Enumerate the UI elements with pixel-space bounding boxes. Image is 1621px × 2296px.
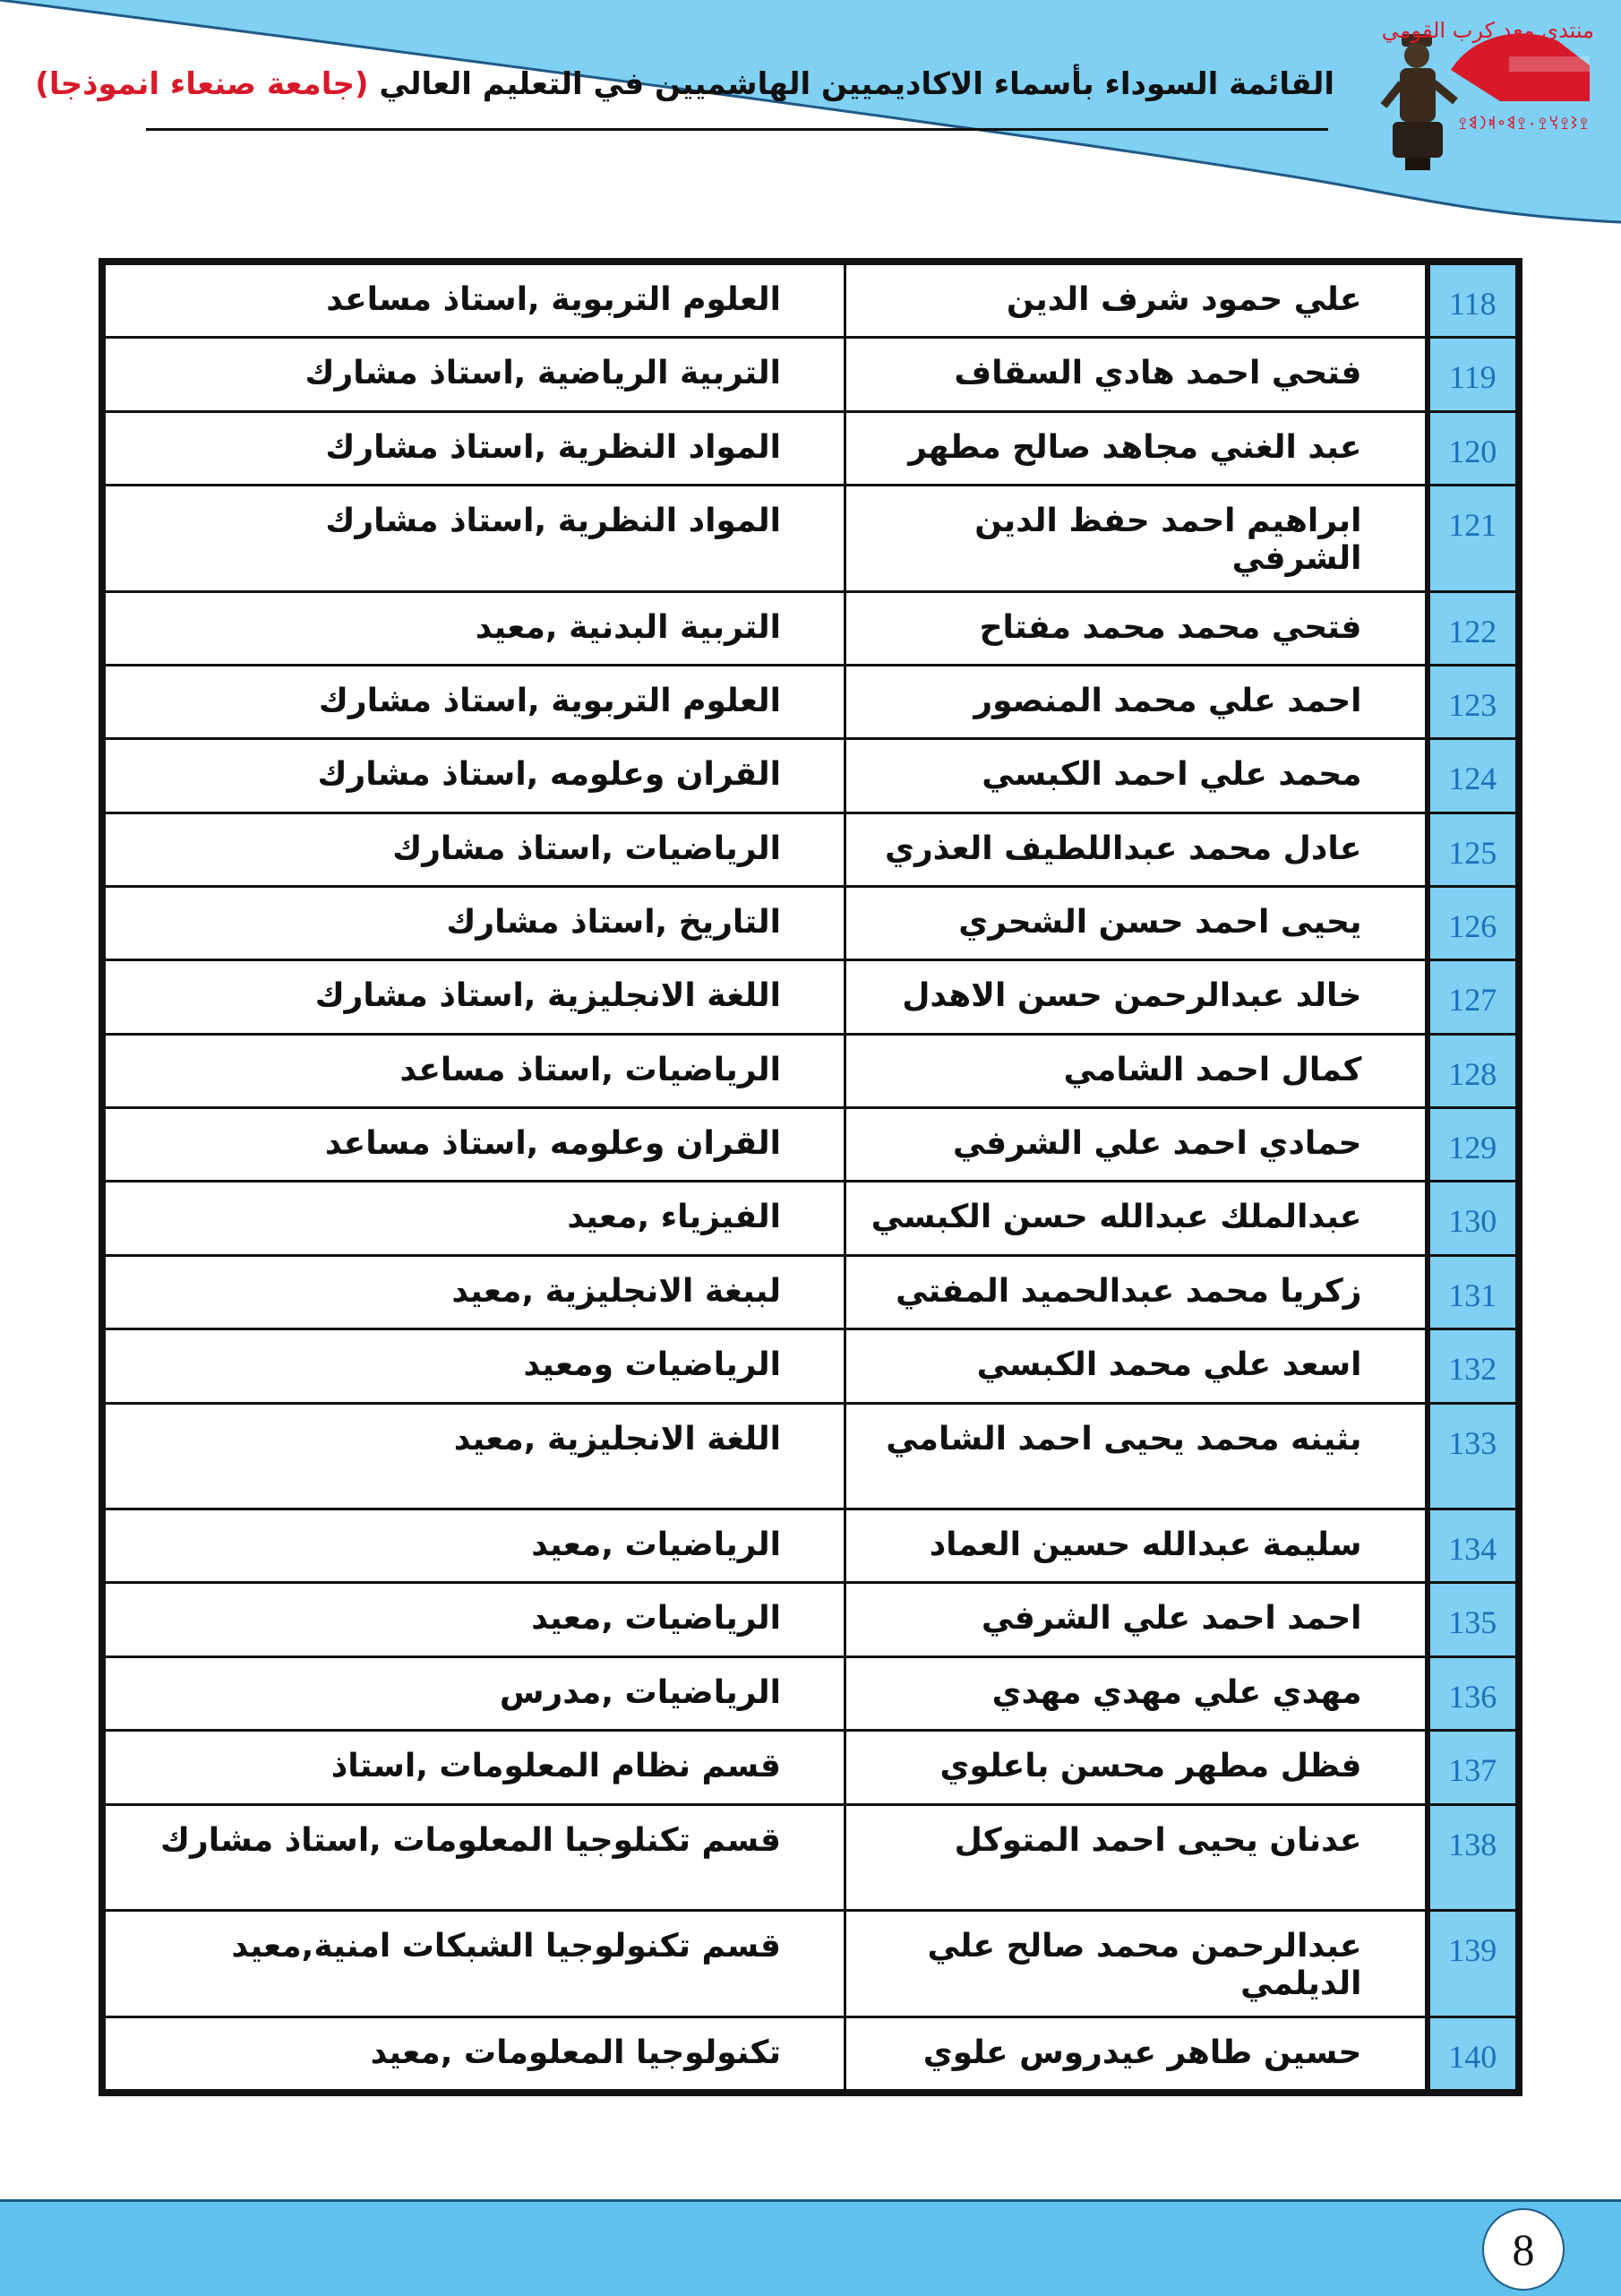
names-table-grid bbox=[103, 262, 1518, 2092]
row-name: عادل محمد عبداللطيف العذري bbox=[845, 813, 1428, 886]
row-name: اسعد علي محمد الكبسي bbox=[845, 1329, 1428, 1403]
page-number: 8 bbox=[1482, 2208, 1565, 2291]
names-table bbox=[99, 258, 1522, 2096]
row-department: الفيزياء ,معيد bbox=[105, 1182, 845, 1255]
table-row bbox=[105, 1108, 1517, 1182]
title-underline bbox=[146, 128, 1328, 131]
row-number: 137 bbox=[1428, 1731, 1517, 1804]
table-row bbox=[105, 813, 1517, 886]
row-department: المواد النظرية ,استاذ مشارك bbox=[105, 486, 845, 592]
row-name: ابراهيم احمد حفظ الدين الشرفي bbox=[845, 486, 1428, 592]
row-department: قسم تكنلوجيا المعلومات ,استاذ مشارك bbox=[105, 1804, 845, 1911]
row-number: 119 bbox=[1428, 338, 1517, 411]
row-name: حسين طاهر عيدروس علوي bbox=[845, 2017, 1428, 2090]
table-row bbox=[105, 1509, 1517, 1583]
table-row bbox=[105, 1182, 1517, 1255]
table-row bbox=[105, 1731, 1517, 1804]
table-row bbox=[105, 411, 1517, 485]
logo-text: منتدى معد كرب القومي bbox=[1381, 18, 1594, 43]
row-name: احمد احمد علي الشرفي bbox=[845, 1583, 1428, 1656]
row-department: المواد النظرية ,استاذ مشارك bbox=[105, 411, 845, 485]
row-number: 126 bbox=[1428, 887, 1517, 960]
row-number: 139 bbox=[1428, 1911, 1517, 2017]
row-department: القران وعلومه ,استاذ مشارك bbox=[105, 739, 845, 813]
row-number: 120 bbox=[1428, 411, 1517, 485]
row-number: 129 bbox=[1428, 1108, 1517, 1182]
row-department: قسم تكنولوجيا الشبكات امنية,معيد bbox=[105, 1911, 845, 2017]
row-name: عدنان يحيى احمد المتوكل bbox=[845, 1804, 1428, 1911]
row-department: الرياضيات ,استاذ مساعد bbox=[105, 1034, 845, 1107]
row-number: 121 bbox=[1428, 486, 1517, 592]
row-department: اللغة الانجليزية ,معيد bbox=[105, 1403, 845, 1509]
row-number: 124 bbox=[1428, 739, 1517, 813]
row-number: 135 bbox=[1428, 1583, 1517, 1656]
row-department: العلوم التربوية ,استاذ مساعد bbox=[105, 264, 845, 338]
table-row bbox=[105, 665, 1517, 738]
row-department: العلوم التربوية ,استاذ مشارك bbox=[105, 665, 845, 738]
row-department: الرياضيات ,استاذ مشارك bbox=[105, 813, 845, 886]
row-department: الرياضيات ومعيد bbox=[105, 1329, 845, 1403]
row-name: فتحي محمد محمد مفتاح bbox=[845, 591, 1428, 665]
row-department: التاريخ ,استاذ مشارك bbox=[105, 887, 845, 960]
row-name: عبد الغني مجاهد صالح مطهر bbox=[845, 411, 1428, 485]
row-department: التربية البدنية ,معيد bbox=[105, 591, 845, 665]
table-row bbox=[105, 1329, 1517, 1403]
row-name: يحيى احمد حسن الشحري bbox=[845, 887, 1428, 960]
row-number: 134 bbox=[1428, 1509, 1517, 1583]
row-number: 127 bbox=[1428, 960, 1517, 1034]
row-department: الرياضيات ,معيد bbox=[105, 1509, 845, 1583]
row-department: التربية الرياضية ,استاذ مشارك bbox=[105, 338, 845, 411]
table-row bbox=[105, 2017, 1517, 2090]
row-name: خالد عبدالرحمن حسن الاهدل bbox=[845, 960, 1428, 1034]
row-department: قسم نظام المعلومات ,استاذ bbox=[105, 1731, 845, 1804]
table-row bbox=[105, 338, 1517, 411]
row-number: 122 bbox=[1428, 591, 1517, 665]
table-row bbox=[105, 1911, 1517, 2017]
row-name: عبدالرحمن محمد صالح علي الديلمي bbox=[845, 1911, 1428, 2017]
row-name: سليمة عبدالله حسين العماد bbox=[845, 1509, 1428, 1583]
table-row bbox=[105, 1403, 1517, 1509]
page-title-highlight: (جامعة صنعاء انموذجا) bbox=[35, 66, 369, 102]
row-name: بثينه محمد يحيى احمد الشامي bbox=[845, 1403, 1428, 1509]
row-department: القران وعلومه ,استاذ مساعد bbox=[105, 1108, 845, 1182]
table-row bbox=[105, 1255, 1517, 1329]
row-name: محمد علي احمد الكبسي bbox=[845, 739, 1428, 813]
page-title-main: القائمة السوداء بأسماء الاكاديميين الهاشميين في التعليم العالي bbox=[379, 66, 1334, 102]
table-row bbox=[105, 591, 1517, 665]
row-number: 136 bbox=[1428, 1656, 1517, 1730]
row-name: فظل مطهر محسن باعلوي bbox=[845, 1731, 1428, 1804]
row-name: علي حمود شرف الدين bbox=[845, 264, 1428, 338]
row-number: 133 bbox=[1428, 1403, 1517, 1509]
row-number: 130 bbox=[1428, 1182, 1517, 1255]
table-row bbox=[105, 1034, 1517, 1107]
row-department: تكنولوجيا المعلومات ,معيد bbox=[105, 2017, 845, 2090]
row-number: 131 bbox=[1428, 1255, 1517, 1329]
table-row bbox=[105, 1656, 1517, 1730]
table-row bbox=[105, 1804, 1517, 1911]
row-name: زكريا محمد عبدالحميد المفتي bbox=[845, 1255, 1428, 1329]
table-row bbox=[105, 960, 1517, 1034]
row-department: اللغة الانجليزية ,استاذ مشارك bbox=[105, 960, 845, 1034]
row-number: 138 bbox=[1428, 1804, 1517, 1911]
row-number: 132 bbox=[1428, 1329, 1517, 1403]
page-title bbox=[35, 66, 1334, 102]
table-row bbox=[105, 887, 1517, 960]
row-name: كمال احمد الشامي bbox=[845, 1034, 1428, 1107]
row-name: حمادي احمد علي الشرفي bbox=[845, 1108, 1428, 1182]
row-number: 140 bbox=[1428, 2017, 1517, 2090]
row-name: مهدي علي مهدي مهدي bbox=[845, 1656, 1428, 1730]
row-department: الرياضيات ,معيد bbox=[105, 1583, 845, 1656]
row-name: عبدالملك عبدالله حسن الكبسي bbox=[845, 1182, 1428, 1255]
table-row bbox=[105, 739, 1517, 813]
logo-musnad-script: ꖶ𐩣𐩲𐩵𐩧𐩣ꖶ·ꖶ𐩭ꖶ𐩦ꖶ bbox=[1458, 116, 1590, 133]
table-row bbox=[105, 264, 1517, 338]
table-row bbox=[105, 486, 1517, 592]
row-number: 123 bbox=[1428, 665, 1517, 738]
row-name: احمد علي محمد المنصور bbox=[845, 665, 1428, 738]
row-number: 128 bbox=[1428, 1034, 1517, 1107]
row-department: لببغة الانجليزية ,معيد bbox=[105, 1255, 845, 1329]
row-department: الرياضيات ,مدرس bbox=[105, 1656, 845, 1730]
row-name: فتحي احمد هادي السقاف bbox=[845, 338, 1428, 411]
row-number: 118 bbox=[1428, 264, 1517, 338]
row-number: 125 bbox=[1428, 813, 1517, 886]
footer-band bbox=[0, 2199, 1621, 2296]
table-row bbox=[105, 1583, 1517, 1656]
